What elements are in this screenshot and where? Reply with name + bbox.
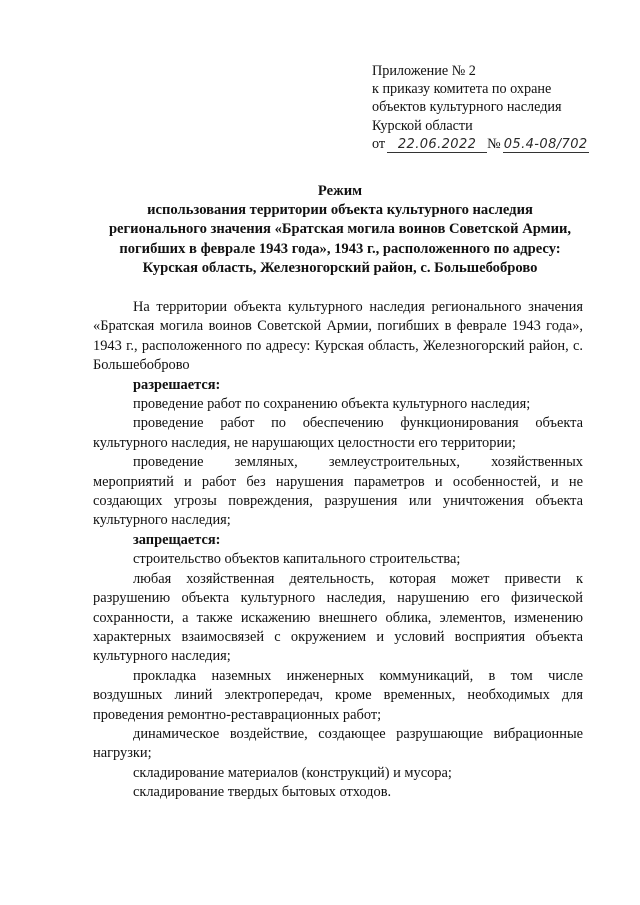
annex-line-3: объектов культурного наследия: [372, 99, 562, 116]
annex-header: [372, 62, 622, 153]
allowed-item: проведение земляных, землеустроительных, хозяйственных мероприятий и работ без нарушения параметров и особенностей, и не создающих угрозы повреждения, разрушения или уничтожения объекта культурного наследия;: [93, 454, 583, 529]
forbidden-heading: запрещается:: [133, 531, 221, 548]
forbidden-item: строительство объектов капитального строительства;: [133, 551, 461, 568]
forbidden-item: складирование материалов (конструкций) и мусора;: [133, 764, 452, 781]
from-label: от: [372, 135, 386, 152]
document-title: [90, 182, 590, 278]
annex-line-1: Приложение № 2: [372, 63, 476, 79]
title-line-2: использования территории объекта культурного наследия: [147, 202, 533, 219]
annex-line-2: к приказу комитета по охране: [372, 81, 552, 98]
number-label: №: [487, 135, 501, 152]
forbidden-item: динамическое воздействие, создающее разрушающие вибрационные нагрузки;: [93, 725, 583, 762]
handwritten-number: 05.4-08/702: [503, 136, 588, 152]
document-body: [93, 298, 583, 803]
allowed-item: проведение работ по обеспечению функционирования объекта культурного наследия, не нарушающих целостности его территории;: [93, 415, 583, 451]
handwritten-date: 22.06.2022: [387, 138, 487, 153]
allowed-item: проведение работ по сохранению объекта культурного наследия;: [133, 396, 531, 413]
intro-paragraph: На территории объекта культурного наследия регионального значения «Братская могила воинов Советской Армии, погибших в феврале 1943 года», 1943 г., расположенного по адресу: Курская область, Железногорский район, с. Большебоброво: [93, 299, 583, 374]
title-line-3: регионального значения «Братская могила воинов Советской Армии,: [108, 221, 572, 238]
forbidden-item: складирование твердых бытовых отходов.: [133, 784, 392, 801]
forbidden-item: любая хозяйственная деятельность, которая может привести к разрушению объекта культурного наследия, нарушению его физической сохранности, а также искажению внешнего облика, элементов, изменению характерных взаимосвязей с окружением и условий восприятия объекта культурного наследия;: [93, 570, 583, 665]
title-line-5: Курская область, Железногорский район, с. Большебоброво: [142, 259, 538, 276]
title-line-1: Режим: [317, 183, 363, 199]
annex-line-4: Курской области: [372, 117, 473, 134]
title-line-4: погибших в феврале 1943 года», 1943 г., расположенного по адресу:: [119, 240, 561, 257]
allowed-heading: разрешается:: [133, 376, 221, 393]
forbidden-item: прокладка наземных инженерных коммуникаций, в том числе воздушных линий электропередач, кроме временных, необходимых для проведения ремонтно-реставрационных работ;: [93, 667, 583, 723]
annex-date-line: [372, 135, 622, 153]
